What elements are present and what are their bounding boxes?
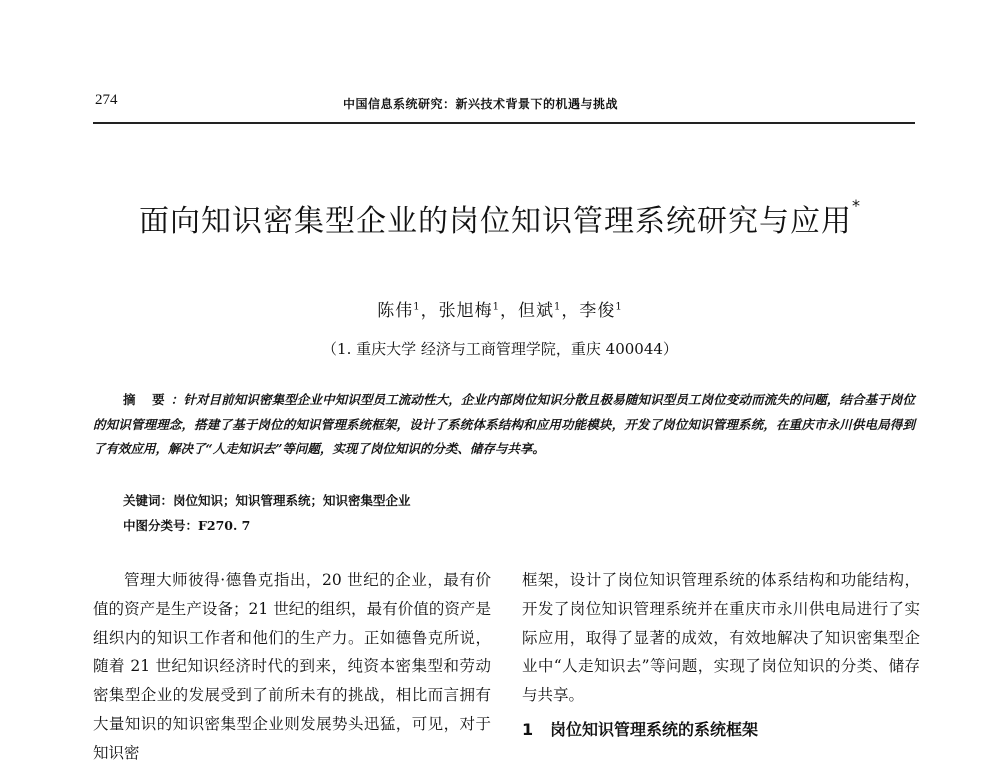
author-affiliation-mark: 1: [413, 301, 421, 313]
paper-title: [0, 196, 1000, 240]
intro-paragraph-continued: 框架，设计了岗位知识管理系统的体系结构和功能结构，开发了岗位知识管理系统并在重庆市永川供电局进行了实际应用，取得了显著的成效，有效地解决了知识密集型企业中“人走知识去”等问题，实现了岗位知识的分类、储存与共享。: [522, 571, 920, 705]
section-number: 1: [522, 719, 534, 739]
abstract-colon: ：: [170, 392, 184, 407]
keywords-text: 岗位知识；知识管理系统；知识密集型企业: [173, 493, 411, 508]
abstract-text: 针对目前知识密集型企业中知识型员工流动性大，企业内部岗位知识分散且极易随知识型员工岗位变动而流失的问题，结合基于岗位的知识管理理念，搭建了基于岗位的知识管理系统框架，设计了系统体系结构和应用功能模块，开发了岗位知识管理系统，在重庆市永川供电局得到了有效应用，解决了“人走知识去”等问题，实现了岗位知识的分类、储存与共享。: [93, 392, 915, 456]
classification-label: 中图分类号：: [123, 518, 199, 533]
keywords: [123, 491, 411, 509]
running-head: 中国信息系统研究：新兴技术背景下的机遇与挑战: [343, 97, 619, 111]
title-footnote-mark: *: [852, 196, 861, 215]
author-name: 陈伟: [377, 301, 414, 321]
affiliation: （1. 重庆大学 经济与工商管理学院，重庆 400044）: [322, 340, 678, 358]
author-affiliation-mark: 1: [492, 301, 500, 313]
author-separator: ，: [561, 301, 580, 321]
author-separator: ，: [500, 301, 518, 321]
classification-text: F270. 7: [198, 518, 251, 533]
body-column-left: [93, 566, 491, 768]
abstract-label: 摘 要: [123, 392, 171, 407]
intro-paragraph: 管理大师彼得·德鲁克指出，20 世纪的企业，最有价值的资产是生产设备；21 世纪的组织，最有价值的资产是组织内的知识工作者和他们的生产力。正如德鲁克所说，随着 21 世纪知识经济时代的到来，纯资本密集型和劳动密集型企业的发展受到了前所未有的挑战，相比而言拥有大量知识的知识密集型企业则发展势头迅猛，可见，对于知识密: [93, 571, 491, 762]
abstract: [93, 388, 915, 462]
author-affiliation-mark: 1: [615, 301, 623, 313]
author-name: 张旭梅: [438, 301, 493, 321]
author-list: [0, 296, 1000, 321]
classification-number: [123, 516, 250, 534]
running-header: [93, 92, 915, 124]
section-title: 岗位知识管理系统的系统框架: [550, 719, 759, 739]
author-name: 李俊: [579, 301, 616, 321]
keywords-label: 关键词：: [123, 493, 174, 508]
author-name: 但斌: [518, 301, 554, 321]
body-column-right: [522, 566, 920, 745]
paper-title-text: 面向知识密集型企业的岗位知识管理系统研究与应用: [139, 204, 852, 239]
author-separator: ，: [420, 301, 439, 321]
section-heading: [522, 716, 920, 745]
page-number: 274: [95, 92, 118, 108]
author-affiliation-mark: 1: [554, 301, 562, 313]
